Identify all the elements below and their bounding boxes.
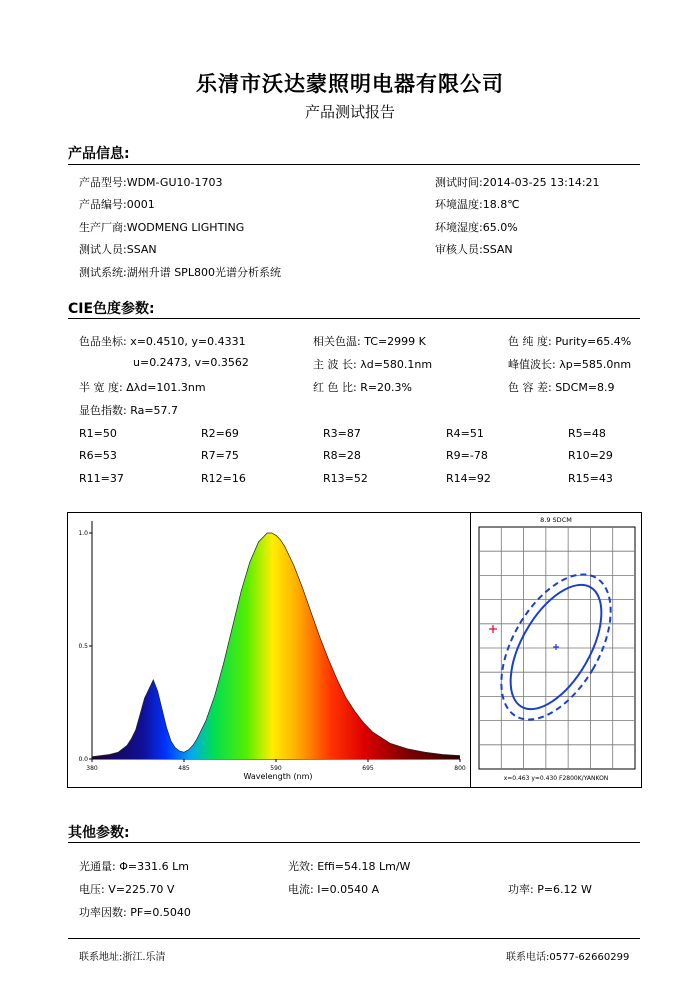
r-value: R1=50 [79, 427, 117, 440]
test-system: 测试系统:湖州升谱 SPL800光谱分析系统 [79, 266, 281, 279]
sdcm-title: 8.9 SDCM [540, 516, 572, 524]
r-value: R5=48 [568, 427, 606, 440]
r-value: R11=37 [79, 472, 124, 485]
red-ratio: 红 色 比: R=20.3% [313, 381, 412, 394]
power: 功率: P=6.12 W [508, 883, 592, 896]
ellipse-center-marker [553, 644, 559, 650]
x-tick-label: 485 [178, 765, 190, 772]
x-tick-label: 380 [86, 765, 98, 772]
product-model: 产品型号:WDM-GU10-1703 [79, 176, 223, 189]
r-value: R8=28 [323, 449, 361, 462]
contact-phone: 联系电话:0577-62660299 [506, 952, 630, 963]
cie-heading: CIE色度参数: [68, 301, 155, 317]
other-params-divider [68, 842, 640, 843]
spectrum-area [92, 533, 460, 759]
luminous-flux: 光通量: Φ=331.6 Lm [79, 860, 189, 873]
color-tolerance: 色 容 差: SDCM=8.9 [508, 381, 615, 394]
power-factor: 功率因数: PF=0.5040 [79, 906, 191, 919]
peak-wavelength: 峰值波长: λp=585.0nm [508, 358, 632, 371]
r-value: R7=75 [201, 449, 239, 462]
company-name: 乐清市沃达蒙照明电器有限公司 [196, 72, 504, 96]
sdcm-footer: x=0.463 y=0.430 F2800K/YANKON [503, 775, 609, 782]
manufacturer: 生产厂商:WODMENG LIGHTING [79, 221, 245, 234]
r-value: R13=52 [323, 472, 368, 485]
current: 电流: I=0.0540 A [288, 883, 380, 896]
sdcm-grid [479, 527, 635, 769]
sdcm-chart [471, 513, 641, 787]
y-tick-label: 1.0 [78, 530, 88, 537]
y-tick-label: 0.5 [78, 643, 88, 650]
test-time: 测试时间:2014-03-25 13:14:21 [435, 176, 600, 189]
product-info-divider [68, 164, 640, 165]
r-value: R3=87 [323, 427, 361, 440]
footer-divider [68, 938, 640, 939]
x-axis-label: Wavelength (nm) [243, 772, 313, 781]
measured-point-marker [489, 625, 497, 633]
r-value: R14=92 [446, 472, 491, 485]
spectrum-chart-panel [67, 512, 471, 788]
r-value: R4=51 [446, 427, 484, 440]
r-value: R2=69 [201, 427, 239, 440]
other-params-heading: 其他参数: [68, 825, 130, 841]
product-number: 产品编号:0001 [79, 198, 155, 211]
r-value: R12=16 [201, 472, 246, 485]
y-tick-label: 0.0 [78, 756, 88, 763]
purity: 色 纯 度: Purity=65.4% [508, 335, 632, 348]
dominant-wavelength: 主 波 长: λd=580.1nm [313, 358, 433, 371]
efficacy: 光效: Effi=54.18 Lm/W [288, 860, 411, 873]
color-rendering-index: 显色指数: Ra=57.7 [79, 404, 179, 417]
voltage: 电压: V=225.70 V [79, 883, 175, 896]
chromaticity-uv: u=0.2473, v=0.3562 [133, 356, 249, 369]
x-tick-label: 695 [362, 765, 374, 772]
env-temperature: 环境温度:18.8℃ [435, 198, 520, 211]
contact-address: 联系地址:浙江.乐清 [79, 952, 166, 963]
cct: 相关色温: TC=2999 K [313, 335, 426, 348]
r-value: R15=43 [568, 472, 613, 485]
x-tick-label: 800 [454, 765, 466, 772]
r-value: R6=53 [79, 449, 117, 462]
sdcm-chart-panel [470, 512, 642, 788]
chromaticity-xy: 色品坐标: x=0.4510, y=0.4331 [79, 335, 246, 348]
half-width: 半 宽 度: Δλd=101.3nm [79, 381, 206, 394]
env-humidity: 环境湿度:65.0% [435, 221, 518, 234]
cie-divider [68, 318, 640, 319]
r-value: R9=-78 [446, 449, 488, 462]
reviewer: 审核人员:SSAN [435, 243, 513, 256]
report-title: 产品测试报告 [304, 103, 395, 121]
x-tick-label: 590 [270, 765, 282, 772]
product-info-heading: 产品信息: [68, 146, 130, 162]
spectrum-chart [68, 513, 470, 787]
tester: 测试人员:SSAN [79, 243, 157, 256]
r-value: R10=29 [568, 449, 613, 462]
